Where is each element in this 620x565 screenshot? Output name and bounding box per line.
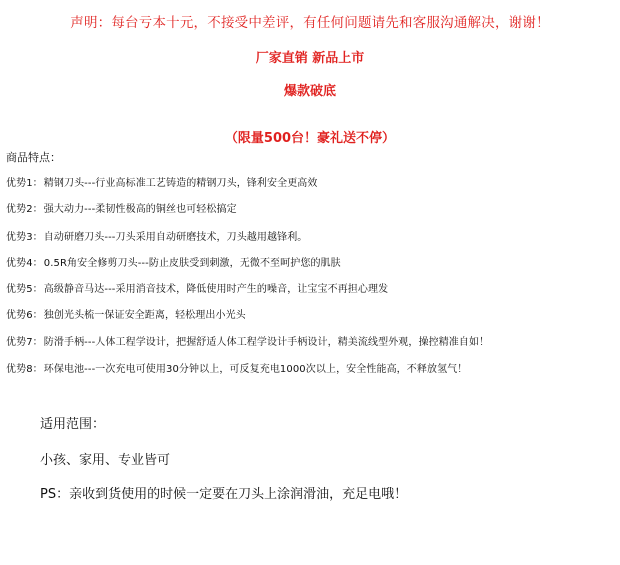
feature-text: 强大动力---柔韧性极高的铜丝也可轻松搞定	[43, 204, 237, 215]
features-title: 商品特点：	[6, 151, 61, 164]
feature-item-1	[6, 174, 318, 189]
feature-text: 高级静音马达---采用消音技术，降低使用时产生的噪音，让宝宝不再担心理发	[43, 284, 389, 295]
feature-item-6	[6, 306, 246, 321]
feature-item-5	[6, 280, 388, 295]
feature-text: 独创光头梳一保证安全距离，轻松理出小光头	[43, 310, 246, 321]
feature-item-3	[6, 228, 307, 243]
feature-text: 环保电池---一次充电可使用30分钟以上，可反复充电1000次以上，安全性能高，不释放氢气！	[43, 364, 468, 375]
ps-note: PS：亲收到货使用的时候一定要在刀头上涂润滑油，充足电哦！	[40, 487, 408, 502]
scope-title: 适用范围：	[40, 417, 106, 432]
feature-item-4	[6, 254, 341, 269]
feature-label: 优势1：	[6, 178, 43, 189]
feature-item-2	[6, 200, 237, 215]
feature-text: 防滑手柄---人体工程学设计，把握舒适人体工程学设计手柄设计，精美流线型外观，操控精准自如！	[43, 337, 490, 348]
declaration-notice: 声明：每台亏本十元，不接受中差评，有任何问题请先和客服沟通解决，谢谢！	[70, 15, 550, 31]
feature-text: 精钢刀头---行业高标准工艺铸造的精钢刀头，锋利安全更高效	[43, 178, 318, 189]
promo-factory-direct: 厂家直销 新品上市	[255, 51, 365, 66]
feature-text: 0.5R角安全修剪刀头---防止皮肤受到刺激，无微不至呵护您的肌肤	[43, 258, 341, 269]
feature-item-8	[6, 360, 467, 375]
feature-label: 优势2：	[6, 204, 43, 215]
feature-text: 自动研磨刀头---刀头采用自动研磨技术，刀头越用越锋利。	[43, 232, 308, 243]
scope-value: 小孩、家用、专业皆可	[40, 453, 171, 468]
feature-label: 优势6：	[6, 310, 43, 321]
promo-hot-sale: 爆款破底	[283, 84, 336, 99]
feature-label: 优势3：	[6, 232, 43, 243]
feature-item-7	[6, 333, 489, 348]
feature-label: 优势4：	[6, 258, 43, 269]
promo-limited-quantity: （限量500台！豪礼送不停）	[224, 131, 396, 146]
feature-label: 优势5：	[6, 284, 43, 295]
feature-label: 优势7：	[6, 337, 43, 348]
feature-label: 优势8：	[6, 364, 43, 375]
